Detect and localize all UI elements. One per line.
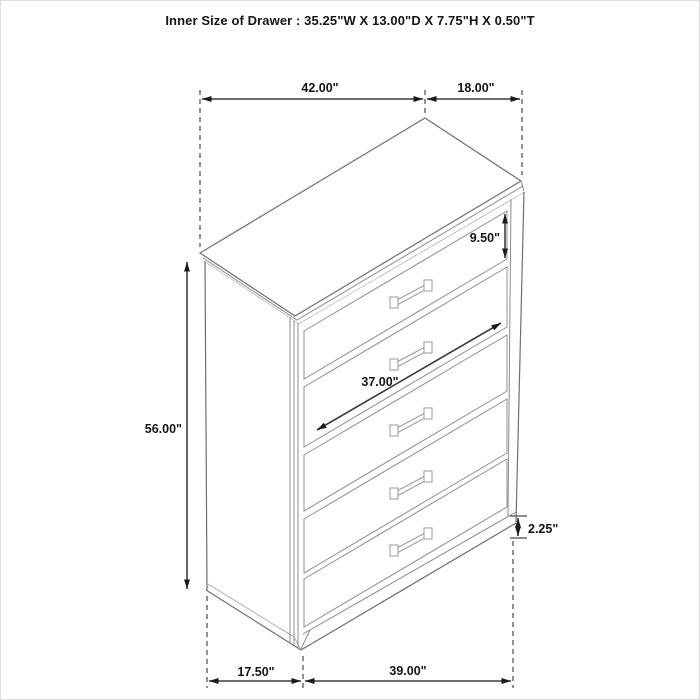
dim-height [145, 262, 187, 589]
dim-label-base-height: 2.25" [528, 522, 559, 536]
dim-label-top-depth: 18.00" [457, 81, 495, 95]
dim-label-height: 56.00" [144, 422, 182, 436]
dim-bottom-width [305, 664, 511, 681]
dim-label-top-drawer-height: 9.50" [469, 231, 500, 245]
dim-top-depth [427, 81, 520, 99]
dim-top-width [202, 81, 423, 99]
dim-base-height [510, 516, 558, 538]
dim-label-drawer-width: 37.00" [361, 375, 399, 389]
dim-bottom-depth [209, 665, 301, 681]
dim-label-top-width: 42.00" [301, 81, 339, 95]
chest-side-panel [205, 261, 301, 650]
dim-label-bottom-depth: 17.50" [237, 665, 275, 679]
dim-label-bottom-width: 39.00" [389, 664, 427, 678]
diagram-title: Inner Size of Drawer : 35.25"W X 13.00"D X 7.75"H X 0.50"T [165, 13, 535, 28]
